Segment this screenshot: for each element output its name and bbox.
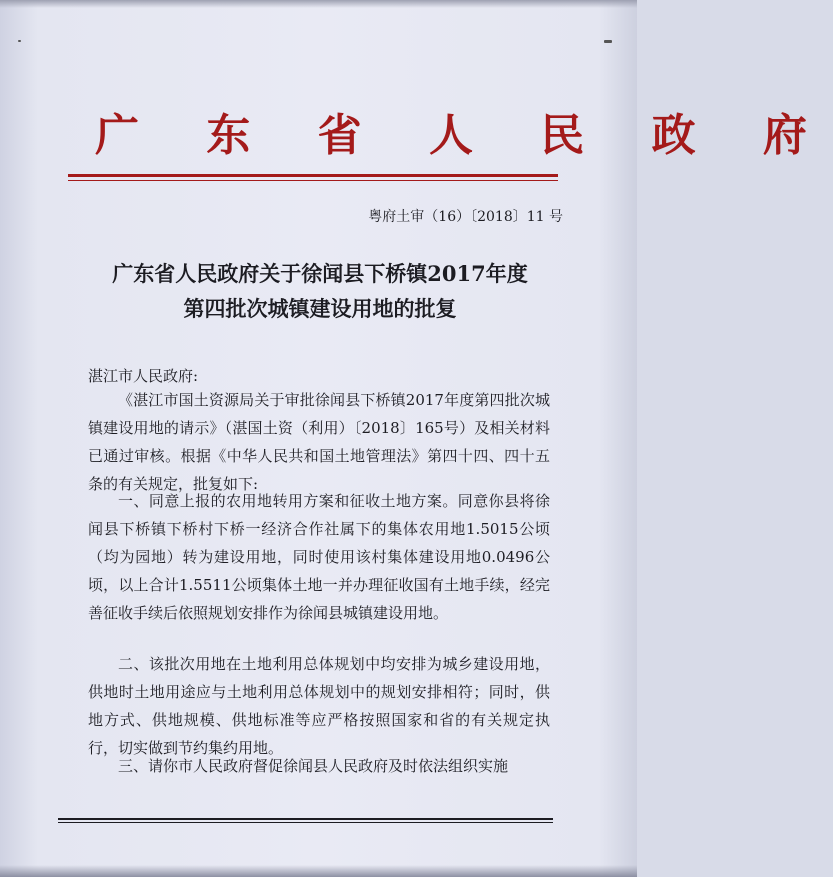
scan-edge-top: [0, 0, 637, 8]
scan-speck: [604, 40, 612, 43]
issuer-header: 广 东 省 人 民 政 府: [95, 110, 833, 161]
subject-line-1: 广东省人民政府关于徐闻县下桥镇2017年度: [112, 261, 528, 286]
header-rule-thick: [68, 174, 558, 177]
body-paragraph: [88, 487, 550, 627]
body-paragraph: [88, 386, 550, 498]
footer-rule-thin: [58, 822, 553, 823]
body-paragraph: [88, 650, 550, 762]
addressee: 湛江市人民政府:: [88, 367, 199, 385]
paragraph-text: 《湛江市国土资源局关于审批徐闻县下桥镇2017年度第四批次城镇建设用地的请示》（湛国土资（利用）〔2018〕165号）及相关材料已通过审核。根据《中华人民共和国土地管理法》第四十四、四十五条的有关规定，批复如下:: [88, 391, 550, 493]
subject-line-2: 第四批次城镇建设用地的批复: [183, 296, 457, 321]
paragraph-text: 三、请你市人民政府督促徐闻县人民政府及时依法组织实施: [118, 757, 509, 775]
paragraph-text: 二、该批次用地在土地利用总体规划中均安排为城乡建设用地，供地时土地用途应与土地利用总体规划中的规划安排相符；同时，供地方式、供地规模、供地标准等应严格按照国家和省的有关规定执行，切实做到节约集约用地。: [88, 655, 550, 757]
paragraph-text: 一、同意上报的农用地转用方案和征收土地方案。同意你县将徐闻县下桥镇下桥村下桥一经济合作社属下的集体农用地1.5015公顷（均为园地）转为建设用地，同时使用该村集体建设用地0.0496公顷，以上合计1.5511公顷集体土地一并办理征收国有土地手续，经完善征收手续后依照规划安排作为徐闻县城镇建设用地。: [88, 492, 550, 622]
document-number: 粤府土审（16）〔2018〕11 号: [368, 209, 563, 225]
scan-speck: [18, 40, 21, 42]
header-rule-thin: [68, 180, 558, 181]
scan-edge-bottom: [0, 865, 637, 877]
footer-rule-thick: [58, 818, 553, 820]
body-paragraph: [88, 752, 550, 780]
